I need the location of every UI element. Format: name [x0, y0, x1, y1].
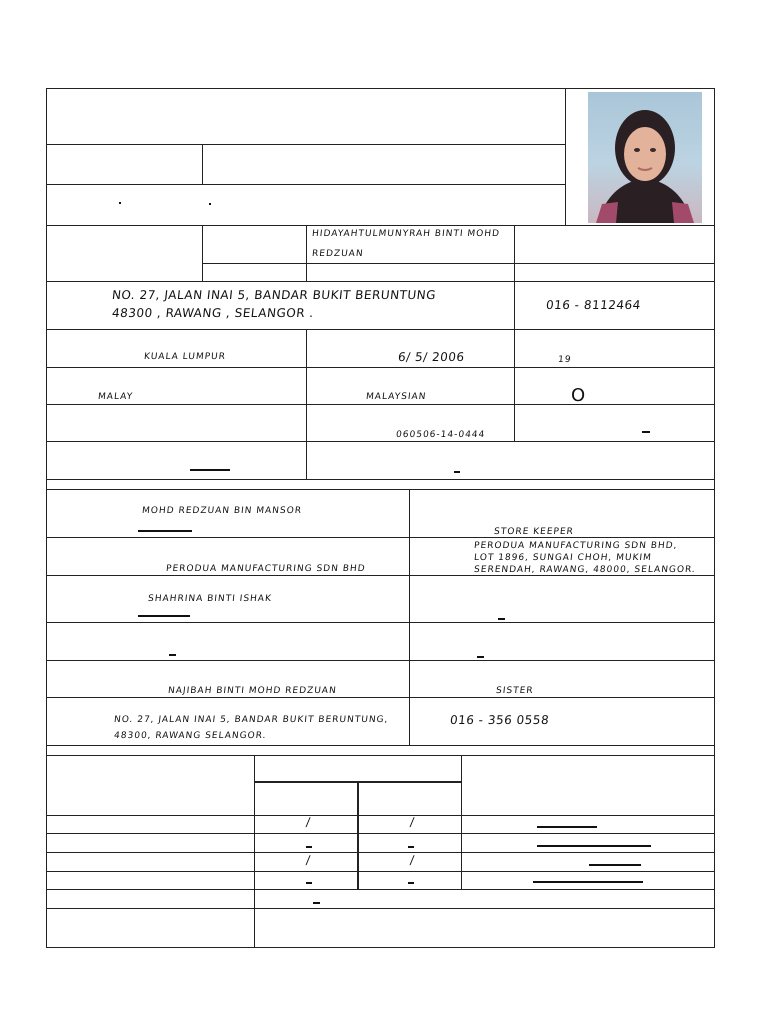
rule [202, 263, 715, 264]
guardian-address-line2: 48300, RAWANG SELANGOR. [113, 731, 267, 741]
applicant-name-line2: REDZUAN [311, 249, 365, 259]
applicant-address-line1: NO. 27, JALAN INAI 5, BANDAR BUKIT BERUNTUNG [111, 288, 437, 302]
father-occupation-value: STORE KEEPER [493, 527, 575, 537]
race-value: MALAY [97, 392, 134, 402]
rule [46, 225, 715, 226]
tick-mark: / [409, 815, 416, 829]
underline-mark [138, 615, 190, 617]
rule [46, 184, 565, 185]
rule [46, 441, 715, 442]
rule [46, 144, 565, 145]
dash-mark [498, 618, 505, 620]
applicant-address-line2: 48300 , RAWANG , SELANGOR . [111, 306, 315, 320]
rule [46, 755, 715, 756]
dot-mark [209, 203, 211, 205]
underline-mark [190, 469, 230, 471]
dash-mark [642, 431, 650, 433]
rule [514, 225, 515, 281]
birth-date-value: 6/ 5/ 2006 [397, 350, 466, 364]
face-shape [624, 127, 666, 181]
eye [650, 148, 656, 152]
rule [46, 815, 715, 816]
father-name-value: MOHD REDZUAN BIN MANSOR [141, 506, 303, 516]
dot-mark [119, 202, 121, 204]
rule [306, 441, 307, 479]
underline-mark [138, 530, 192, 532]
mother-name-value: SHAHRINA BINTI ISHAK [147, 594, 273, 604]
guardian-phone-value: 016 - 356 0558 [449, 713, 550, 727]
birthplace-value: KUALA LUMPUR [143, 352, 227, 362]
age-value: 19 [557, 355, 572, 365]
tick-mark: / [305, 853, 312, 867]
rule [461, 755, 462, 889]
father-employer-value: PERODUA MANUFACTURING SDN BHD [165, 564, 367, 574]
rule [306, 225, 307, 281]
rule [46, 697, 715, 698]
underline-mark [537, 826, 597, 828]
rule [46, 660, 715, 661]
applicant-name-line1: HIDAYAHTULMUNYRAH BINTI MOHD [311, 229, 501, 239]
rule [46, 575, 715, 576]
rule [46, 479, 715, 480]
nationality-value: MALAYSIAN [365, 392, 427, 402]
underline-mark [537, 845, 651, 847]
rule [514, 329, 515, 442]
tick-mark: / [409, 853, 416, 867]
tick-mark: / [305, 815, 312, 829]
rule [46, 622, 715, 623]
applicant-phone: 016 - 8112464 [545, 298, 642, 312]
rule [514, 281, 515, 329]
rule [46, 281, 715, 282]
dash-mark [454, 471, 460, 473]
rule [202, 225, 203, 281]
rule [46, 745, 715, 746]
guardian-address-line1: NO. 27, JALAN INAI 5, BANDAR BUKIT BERUNTUNG, [113, 715, 389, 725]
portrait-image [588, 92, 702, 223]
applicant-photo [588, 92, 702, 223]
dash-mark [306, 882, 312, 884]
rule [46, 489, 715, 490]
circle-mark: O [571, 385, 586, 406]
rule [409, 489, 410, 745]
dash-mark [408, 882, 414, 884]
rule [357, 781, 359, 889]
eye [634, 148, 640, 152]
rule [46, 871, 715, 872]
dash-mark [477, 656, 484, 658]
rule [46, 404, 715, 405]
rule [46, 329, 715, 330]
dash-mark [408, 846, 414, 848]
father-employer-address-line1: PERODUA MANUFACTURING SDN BHD, [473, 541, 678, 551]
father-employer-address-line2: LOT 1896, SUNGAI CHOH, MUKIM [473, 553, 653, 563]
photo-divider [565, 88, 566, 225]
underline-mark [589, 864, 641, 866]
rule [202, 144, 203, 184]
dash-mark [313, 902, 320, 904]
ic-number-value: 060506-14-0444 [395, 430, 486, 440]
father-employer-address-line3: SERENDAH, RAWANG, 48000, SELANGOR. [473, 565, 697, 575]
dash-mark [169, 654, 176, 656]
rule [46, 908, 715, 909]
guardian-name-value: NAJIBAH BINTI MOHD REDZUAN [167, 686, 338, 696]
dash-mark [306, 846, 312, 848]
rule [46, 833, 715, 834]
underline-mark [533, 881, 643, 883]
rule [46, 367, 715, 368]
rule [306, 329, 307, 442]
rule [46, 852, 715, 853]
guardian-relation-value: SISTER [495, 686, 535, 696]
rule [46, 537, 715, 538]
rule [46, 889, 715, 890]
